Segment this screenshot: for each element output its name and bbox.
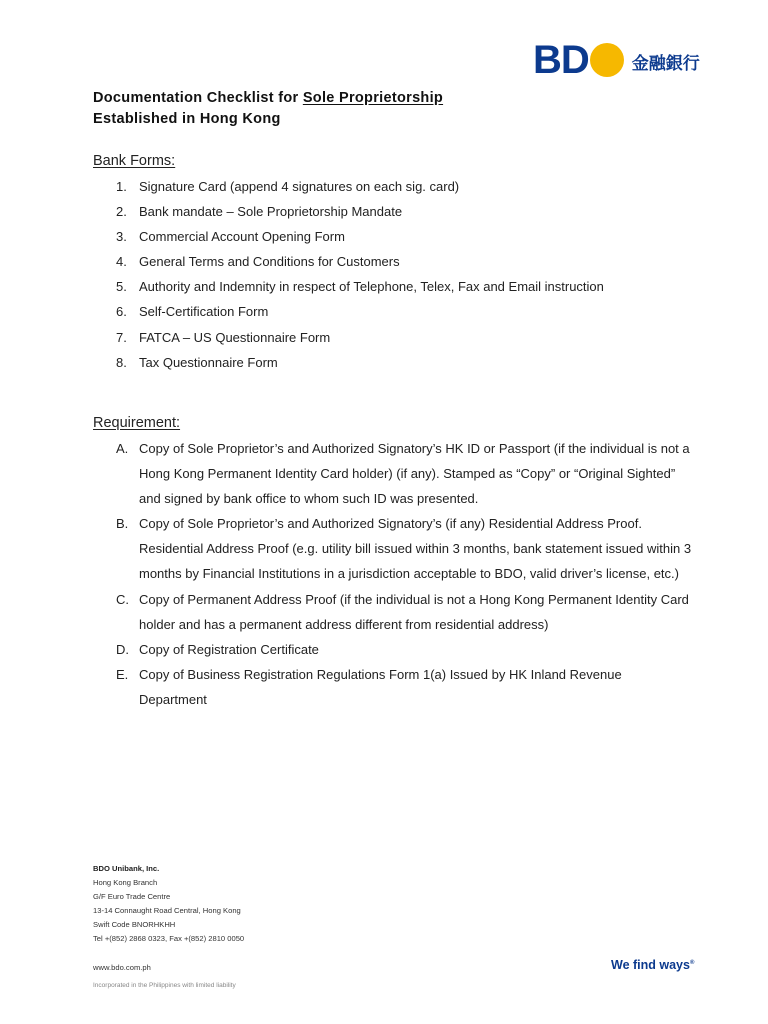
list-item-marker: D. bbox=[116, 641, 129, 657]
footer-address-line: G/F Euro Trade Centre bbox=[93, 892, 171, 901]
tagline-text: We find ways bbox=[611, 958, 690, 972]
list-item-marker: 2. bbox=[116, 204, 127, 220]
registered-mark: ® bbox=[689, 959, 695, 966]
list-item-text: Copy of Permanent Address Proof (if the individual is not a Hong Kong Permanent Identity Card holder and has a permanent address different from residential address) bbox=[139, 591, 689, 632]
logo-o-circle-icon bbox=[590, 43, 624, 77]
requirement-heading: Requirement: bbox=[93, 415, 181, 431]
requirement-list bbox=[93, 436, 693, 712]
list-item-marker: 5. bbox=[116, 279, 127, 295]
list-item-text: Commercial Account Opening Form bbox=[139, 229, 345, 245]
requirement-item bbox=[93, 637, 693, 662]
list-item-marker: 7. bbox=[116, 329, 127, 345]
bank-form-item bbox=[93, 325, 693, 350]
list-item-marker: 1. bbox=[116, 179, 127, 194]
bank-form-item bbox=[93, 350, 693, 375]
list-item-text: FATCA – US Questionnaire Form bbox=[139, 329, 331, 345]
title-line-1 bbox=[93, 88, 443, 109]
logo-chinese-name: 金融銀行 bbox=[631, 53, 700, 74]
requirement-item bbox=[93, 587, 693, 637]
list-item-marker: 8. bbox=[116, 354, 127, 370]
footer-address-block bbox=[93, 862, 244, 946]
footer-address-line: Hong Kong Branch bbox=[93, 878, 158, 887]
title-prefix: Documentation Checklist for bbox=[93, 90, 303, 106]
logo-wordmark bbox=[533, 40, 624, 80]
bank-form-item bbox=[93, 224, 693, 249]
list-item-text: Self-Certification Form bbox=[139, 304, 269, 320]
bank-form-item bbox=[93, 299, 693, 324]
bank-form-item bbox=[93, 199, 693, 224]
requirement-item bbox=[93, 662, 693, 712]
title-line-2: Established in Hong Kong bbox=[93, 111, 281, 127]
footer-company-name: BDO Unibank, Inc. bbox=[93, 864, 160, 873]
footer-website-link[interactable]: www.bdo.com.ph bbox=[93, 963, 151, 972]
footer-address-line: Swift Code BNORHKHH bbox=[93, 920, 176, 929]
logo-letters: BD bbox=[533, 38, 589, 82]
list-item-marker: C. bbox=[116, 591, 129, 607]
list-item-text: Copy of Business Registration Regulations Form 1(a) Issued by HK Inland Revenue Department bbox=[139, 666, 622, 707]
requirement-item bbox=[93, 436, 693, 511]
bdo-logo bbox=[533, 40, 700, 80]
requirement-item bbox=[93, 511, 693, 586]
bank-form-item bbox=[93, 249, 693, 274]
list-item-text: Tax Questionnaire Form bbox=[139, 354, 278, 370]
list-item-text: Authority and Indemnity in respect of Telephone, Telex, Fax and Email instruction bbox=[139, 279, 604, 295]
list-item-marker: E. bbox=[116, 666, 129, 682]
list-item-text: Copy of Sole Proprietor’s and Authorized Signatory’s HK ID or Passport (if the individual is not a Hong Kong Permanent Identity Card holder) (if any). Stamped as “Copy” or “Original Sighted” and signed by bank office to whom such ID was presented. bbox=[139, 441, 690, 507]
list-item-marker: A. bbox=[116, 441, 129, 456]
bank-forms-list bbox=[93, 174, 693, 375]
list-item-text: Copy of Registration Certificate bbox=[139, 641, 319, 657]
list-item-marker: B. bbox=[116, 516, 129, 532]
bank-forms-heading: Bank Forms: bbox=[93, 153, 176, 169]
footer-address-line: 13-14 Connaught Road Central, Hong Kong bbox=[93, 906, 241, 915]
bank-form-item bbox=[93, 174, 693, 199]
list-item-text: General Terms and Conditions for Customers bbox=[139, 254, 400, 270]
list-item-text: Bank mandate – Sole Proprietorship Mandate bbox=[139, 204, 403, 220]
document-title bbox=[93, 88, 443, 130]
brand-tagline bbox=[611, 958, 694, 972]
list-item-marker: 6. bbox=[116, 304, 127, 320]
bank-form-item bbox=[93, 274, 693, 299]
list-item-marker: 3. bbox=[116, 229, 127, 245]
list-item-marker: 4. bbox=[116, 254, 127, 270]
footer-incorporation-note: Incorporated in the Philippines with limited liability bbox=[93, 982, 236, 989]
footer-address-line: Tel +(852) 2868 0323, Fax +(852) 2810 0050 bbox=[93, 934, 245, 943]
title-entity-type: Sole Proprietorship bbox=[302, 90, 444, 106]
list-item-text: Copy of Sole Proprietor’s and Authorized Signatory’s (if any) Residential Address Proof. Residential Address Proof (e.g. utility bill issued within 3 months, bank statement issued within 3 months by Financial Institutions in a jurisdiction acceptable to BDO, valid driver’s license, etc.) bbox=[139, 516, 692, 582]
list-item-text: Signature Card (append 4 signatures on each sig. card) bbox=[139, 179, 460, 194]
